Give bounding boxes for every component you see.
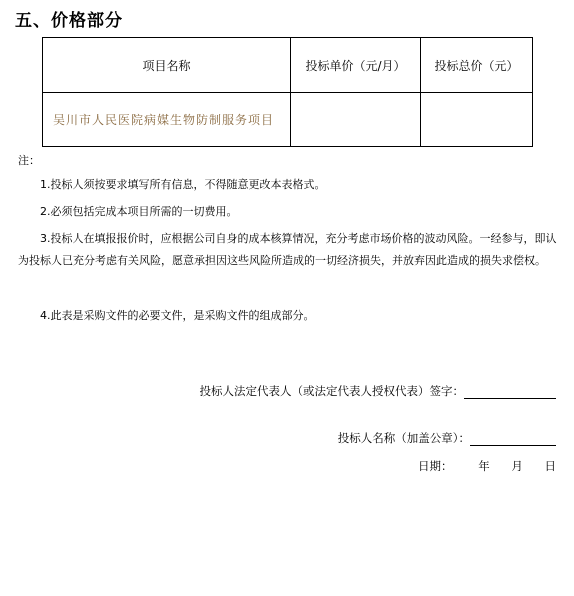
- bidder-label: 投标人名称（加盖公章）：: [337, 431, 470, 445]
- notes-label: 注：: [18, 154, 40, 167]
- header-total-price: 投标总价（元）: [421, 38, 533, 93]
- cell-project-name: 吴川市人民医院病媒生物防制服务项目: [43, 93, 291, 147]
- note-item-3: 3.投标人在填报报价时，应根据公司自身的成本核算情况，充分考虑市场价格的波动风险。一经参与，即认为投标人已充分考虑有关风险，愿意承担因这些风险所造成的一切经济损失，并放弃因此造成的损失求偿权。: [18, 232, 557, 267]
- date-month: 月: [511, 459, 523, 473]
- price-table: [42, 37, 533, 147]
- representative-label: 投标人法定代表人（或法定代表人授权代表）签字：: [199, 384, 464, 398]
- cell-total-price[interactable]: [421, 93, 533, 147]
- date-year: 年: [478, 459, 490, 473]
- date-label: 日期：: [418, 459, 453, 473]
- date-day: 日: [544, 459, 556, 473]
- cell-unit-price[interactable]: [291, 93, 421, 147]
- header-unit-price: 投标单价（元/月）: [291, 38, 421, 93]
- table-header-row: [43, 38, 533, 93]
- note-item-1: 1.投标人须按要求填写所有信息，不得随意更改本表格式。: [40, 178, 326, 191]
- note-item-4: 4.此表是采购文件的必要文件，是采购文件的组成部分。: [40, 309, 315, 322]
- date-line: [418, 458, 556, 474]
- representative-signature-line: [200, 383, 557, 399]
- representative-signature-blank[interactable]: [464, 385, 556, 399]
- bidder-name-line: [338, 430, 556, 446]
- table-row: [43, 93, 533, 147]
- bidder-name-blank[interactable]: [470, 432, 556, 446]
- header-project-name: 项目名称: [43, 38, 291, 93]
- section-title: 五、价格部分: [15, 11, 123, 31]
- note-item-2: 2.必须包括完成本项目所需的一切费用。: [40, 205, 238, 218]
